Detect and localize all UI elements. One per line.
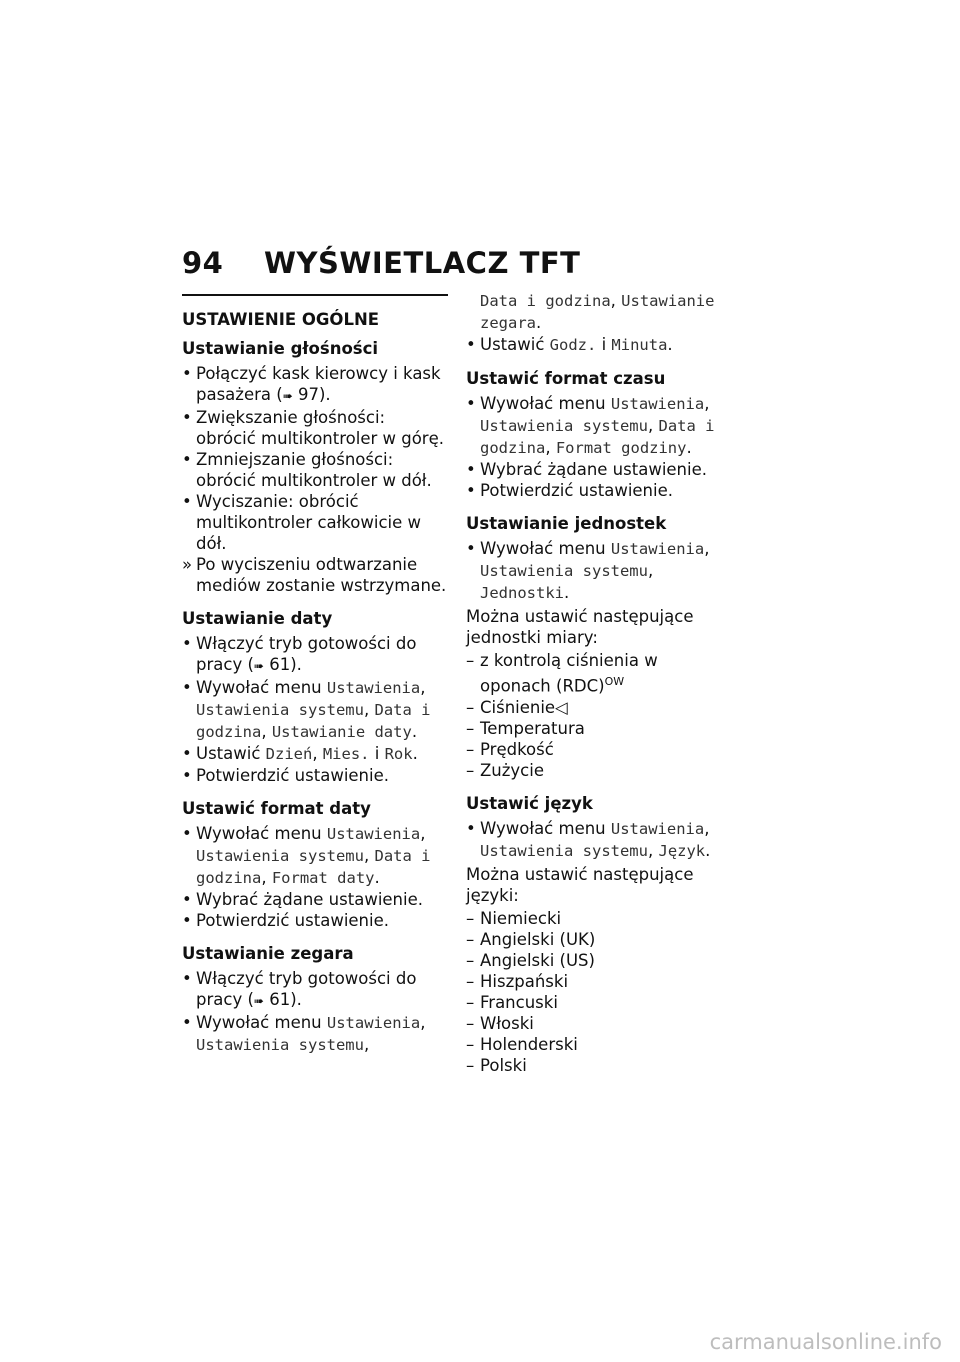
date-step-2: • Wywołać menu Ustawienia, Ustawienia systemu, Data i godzina, Ustawianie daty. bbox=[182, 678, 431, 741]
language-item: – Holenderski bbox=[466, 1034, 578, 1054]
right-column bbox=[466, 290, 732, 1076]
clock-step-3: • Ustawić Godz. i Minuta. bbox=[466, 335, 673, 354]
left-column bbox=[182, 290, 448, 1056]
volume-heading: Ustawianie głośności bbox=[182, 339, 379, 358]
volume-step-4: • Wyciszanie: obrócić multikontroler całkowicie w dół. bbox=[182, 492, 421, 553]
time-format-step-3: • Potwierdzić ustawienie. bbox=[466, 481, 673, 500]
date-step-3: • Ustawić Dzień, Mies. i Rok. bbox=[182, 744, 418, 763]
date-format-heading: Ustawić format daty bbox=[182, 799, 371, 818]
page-header bbox=[182, 246, 580, 280]
clock-step-1: • Włączyć tryb gotowości do pracy (➠ 61). bbox=[182, 969, 417, 1009]
units-intro: Można ustawić następujące jednostki miary: bbox=[466, 607, 694, 647]
date-step-1: • Włączyć tryb gotowości do pracy (➠ 61). bbox=[182, 634, 417, 674]
time-format-step-1: • Wywołać menu Ustawienia, Ustawienia systemu, Data i godzina, Format godziny. bbox=[466, 394, 715, 457]
language-intro: Można ustawić następujące języki: bbox=[466, 864, 694, 905]
clock-step-2-continued: Data i godzina, Ustawianie zegara. bbox=[480, 291, 715, 332]
date-step-4: • Potwierdzić ustawienie. bbox=[182, 766, 389, 785]
language-item: – Polski bbox=[466, 1055, 527, 1075]
units-item-rdc: – z kontrolą ciśnienia w oponach (RDC)$^{OW}$ bbox=[466, 651, 658, 696]
units-item-temperature: – Temperatura bbox=[466, 718, 585, 738]
language-heading: Ustawić język bbox=[466, 793, 593, 813]
watermark: carmanualsonline.info bbox=[709, 1330, 942, 1354]
date-format-step-1: • Wywołać menu Ustawienia, Ustawienia systemu, Data i godzina, Format daty. bbox=[182, 824, 431, 887]
language-item: – Niemiecki bbox=[466, 908, 562, 928]
page-ref-icon: ➠ bbox=[253, 994, 264, 1008]
page-ref-icon: ➠ bbox=[253, 659, 264, 673]
language-item: – Włoski bbox=[466, 1013, 534, 1033]
units-step-1: • Wywołać menu Ustawienia, Ustawienia systemu, Jednostki. bbox=[466, 539, 710, 602]
date-format-step-3: • Potwierdzić ustawienie. bbox=[182, 911, 389, 930]
units-heading: Ustawianie jednostek bbox=[466, 514, 667, 533]
language-item: – Hiszpański bbox=[466, 971, 569, 991]
page-number: 94 bbox=[182, 246, 224, 280]
units-item-consumption: – Zużycie bbox=[466, 760, 544, 780]
time-format-step-2: • Wybrać żądane ustawienie. bbox=[466, 460, 707, 479]
page-title: WYŚWIETLACZ TFT bbox=[264, 246, 581, 280]
volume-result: » Po wyciszeniu odtwarzanie mediów zostanie wstrzymane. bbox=[182, 555, 447, 595]
volume-step-1: • Połączyć kask kierowcy i kask pasażera (➠ 97). bbox=[182, 364, 441, 404]
language-item: – Angielski (US) bbox=[466, 950, 595, 970]
volume-step-3: • Zmniejszanie głośności: obrócić multikontroler w dół. bbox=[182, 450, 432, 490]
date-heading: Ustawianie daty bbox=[182, 609, 333, 628]
language-step-1: • Wywołać menu Ustawienia, Ustawienia systemu, Język. bbox=[466, 818, 711, 860]
date-format-step-2: • Wybrać żądane ustawienie. bbox=[182, 890, 423, 909]
section-title: USTAWIENIE OGÓLNE bbox=[182, 294, 448, 330]
time-format-heading: Ustawić format czasu bbox=[466, 369, 666, 388]
units-item-speed: – Prędkość bbox=[466, 739, 554, 759]
clock-step-2: • Wywołać menu Ustawienia, Ustawienia systemu, bbox=[182, 1013, 426, 1054]
language-item: – Angielski (UK) bbox=[466, 929, 596, 949]
clock-heading: Ustawianie zegara bbox=[182, 944, 354, 963]
volume-step-2: • Zwiększanie głośności: obrócić multikontroler w górę. bbox=[182, 408, 444, 448]
language-item: – Francuski bbox=[466, 992, 558, 1012]
units-item-pressure: – Ciśnienie◁ bbox=[466, 697, 568, 717]
page-ref-icon: ➠ bbox=[282, 389, 293, 403]
